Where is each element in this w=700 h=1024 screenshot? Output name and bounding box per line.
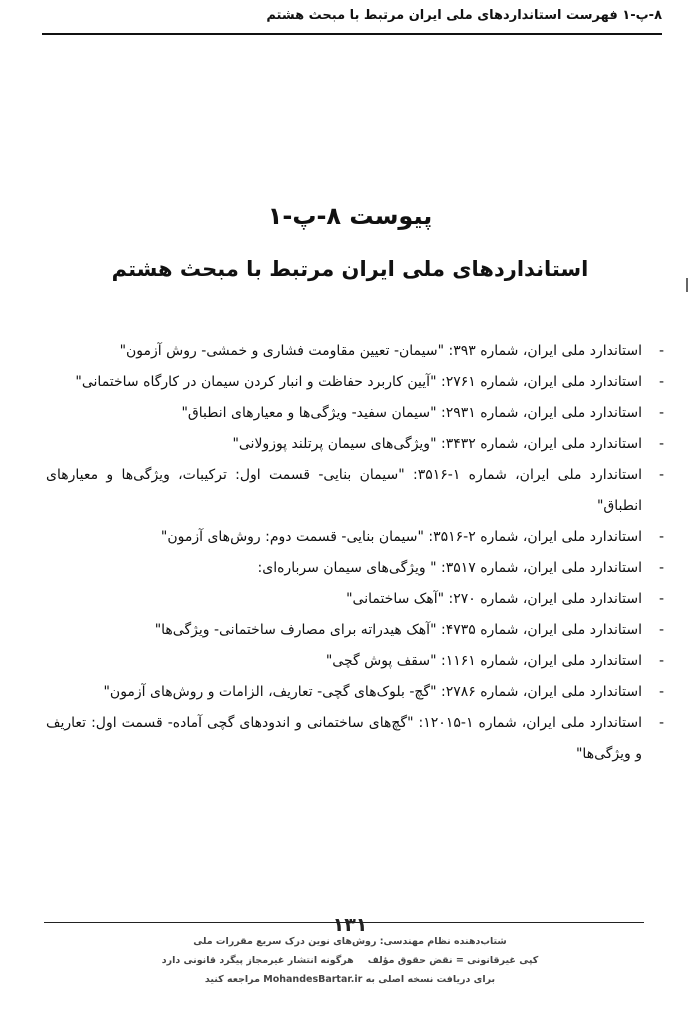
running-header: ۸-پ-۱ فهرست استانداردهای ملی ایران مرتبط با مبحث هشتم (266, 8, 662, 23)
list-bullet: - (658, 560, 664, 576)
list-item (46, 336, 664, 367)
list-bullet: - (658, 436, 664, 452)
publisher-notice (120, 932, 580, 989)
list-item (46, 367, 664, 398)
legal-warning: هرگونه انتشار غیرمجاز پیگرد قانونی دارد (161, 955, 354, 966)
list-bullet: - (658, 591, 664, 607)
list-item (46, 429, 664, 460)
source-suffix: مراجعه کنید (204, 974, 260, 985)
source-prefix: برای دریافت نسخه اصلی به (365, 974, 496, 985)
standard-text: استاندارد ملی ایران، شماره ۲۷۸۶: "گچ- بلوک‌های گچی- تعاریف، الزامات و روش‌های آزمون" (103, 684, 642, 700)
copyright-warning: کپی غیرقانونی = نقض حقوق مؤلف (367, 955, 539, 966)
list-item (46, 460, 664, 522)
list-item (46, 708, 664, 770)
standard-text: استاندارد ملی ایران، شماره ۱۱۶۱: "سقف پوش گچی" (325, 653, 642, 669)
list-bullet: - (658, 529, 664, 545)
page-number: ۱۳۱ (332, 914, 368, 936)
standard-text: استاندارد ملی ایران، شماره ۲۷۰: "آهک ساختمانی" (346, 591, 642, 607)
standard-text: استاندارد ملی ایران، شماره ۱-۳۵۱۶: "سیمان بنایی- قسمت اول: ترکیبات، ویژگی‌ها و معیارهای انطباق" (46, 467, 643, 514)
title-block (40, 196, 660, 286)
standard-text: استاندارد ملی ایران، شماره ۲-۳۵۱۶: "سیمان بنایی- قسمت دوم: روش‌های آزمون" (160, 529, 642, 545)
standard-text: استاندارد ملی ایران، شماره ۳۹۳: "سیمان- تعیین مقاومت فشاری و خمشی- روش آزمون" (119, 343, 642, 359)
header-rule (42, 33, 662, 35)
source-website: MohandesBartar.ir (263, 974, 363, 985)
publisher-line-2 (120, 951, 580, 970)
list-item (46, 584, 664, 615)
list-item (46, 553, 664, 584)
standard-text: استاندارد ملی ایران، شماره ۲۹۳۱: "سیمان سفید- ویژگی‌ها و معیارهای انطباق" (181, 405, 642, 421)
standard-text: استاندارد ملی ایران، شماره ۲۷۶۱: "آیین کاربرد حفاظت و انبار کردن سیمان در کارگاه ساختمانی" (75, 374, 642, 390)
list-item (46, 522, 664, 553)
section-title: استانداردهای ملی ایران مرتبط با مبحث هشتم (111, 257, 589, 281)
standard-text: استاندارد ملی ایران، شماره ۳۵۱۷: " ویژگی‌های سیمان سرباره‌ای: (257, 560, 642, 576)
standard-text: استاندارد ملی ایران، شماره ۴۷۳۵: "آهک هیدراته برای مصارف ساختمانی- ویژگی‌ها" (154, 622, 642, 638)
list-bullet: - (658, 343, 664, 359)
standards-list (46, 336, 664, 770)
list-bullet: - (658, 622, 664, 638)
list-bullet: - (658, 467, 664, 483)
publisher-line-3 (120, 970, 580, 989)
margin-mark (686, 278, 688, 292)
list-bullet: - (658, 715, 664, 731)
list-item (46, 677, 664, 708)
list-item (46, 615, 664, 646)
standard-text: استاندارد ملی ایران، شماره ۱-۱۲۰۱۵: "گچ‌های ساختمانی و اندودهای گچی آماده- قسمت اول: تعاریف و ویژگی‌ها" (46, 715, 642, 762)
standard-text: استاندارد ملی ایران، شماره ۳۴۳۲: "ویژگی‌های سیمان پرتلند پوزولانی" (232, 436, 642, 452)
publisher-line-1: شتاب‌دهنده نظام مهندسی: روش‌های نوین درک سریع مقررات ملی (193, 936, 507, 947)
list-item (46, 398, 664, 429)
list-bullet: - (658, 684, 664, 700)
list-bullet: - (658, 374, 664, 390)
list-bullet: - (658, 405, 664, 421)
appendix-title: پیوست ۸-پ-۱ (267, 202, 433, 230)
list-item (46, 646, 664, 677)
list-bullet: - (658, 653, 664, 669)
